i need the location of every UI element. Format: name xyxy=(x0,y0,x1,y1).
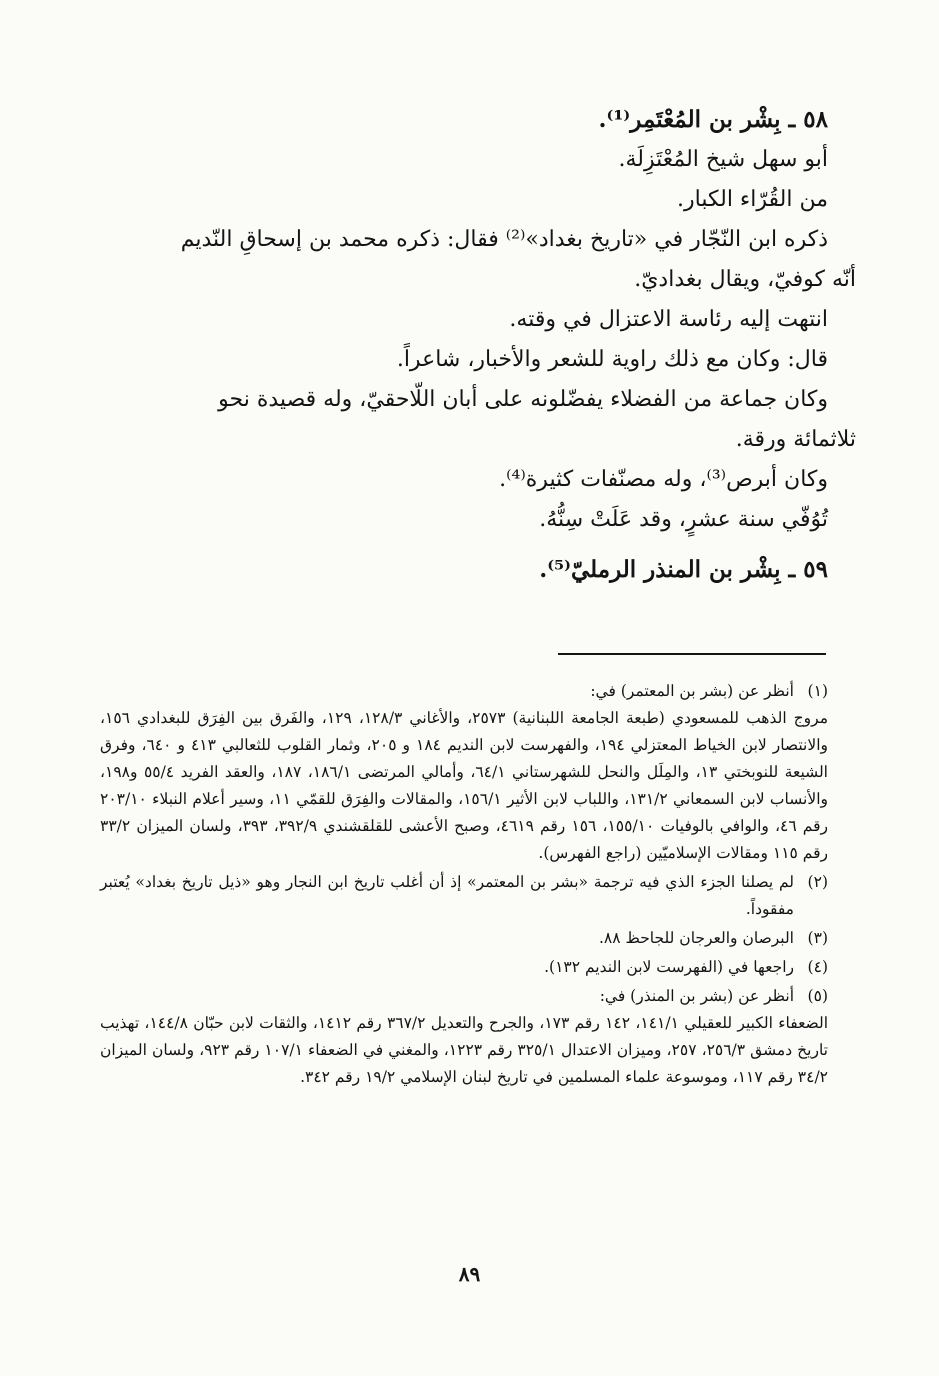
entry-58-heading: ٥٨ ـ بِشْر بن المُعْتَمِر⁽¹⁾. xyxy=(598,106,828,133)
text-line: ثلاثمائة ورقة. xyxy=(735,427,856,452)
footnote xyxy=(100,983,828,1091)
text-line: من القُرّاء الكبار. xyxy=(677,187,828,212)
footnote-first-line: راجعها في (الفهرست لابن النديم ١٣٢). xyxy=(544,958,794,976)
entry-59-heading: ٥٩ ـ بِشْر بن المنذر الرمليّ⁽⁵⁾. xyxy=(539,556,828,583)
footnote-first-line: البرصان والعرجان للجاحظ ٨٨. xyxy=(598,929,794,947)
footnote-number: (٣) xyxy=(807,929,828,947)
footnote-number: (١) xyxy=(807,682,828,700)
text-line: أبو سهل شيخ المُعْتَزِلَة. xyxy=(618,147,828,172)
footnotes xyxy=(100,678,828,1093)
main-text xyxy=(95,100,856,590)
footnote-number: (٤) xyxy=(807,958,828,976)
footnote-body: الضعفاء الكبير للعقيلي ١٤١/١، ١٤٢ رقم ١٧٣، والجرح والتعديل ٣٦٧/٢ رقم ١٤١٢، والثقات لابن حبّان ١٤٤/٨، تهذيب تاريخ دمشق ٢٥٦/٣، ٢٥٧، وميزان الاعتدال ٣٢٥/١ رقم ١٢٢٣، والمغني في الضعفاء ١٠٧/١ رقم ٩٢٣، ولسان الميزان ٣٤/٢ رقم ١١٧، وموسوعة علماء المسلمين في تاريخ لبنان الإسلامي ١٩/٢ رقم ٣٤٢. xyxy=(100,1014,829,1086)
footnote-body: مروج الذهب للمسعودي (طبعة الجامعة اللبنانية) ٢٥٧٣، والأغاني ١٢٨/٣، ١٢٩، والفَرق بين الفِرَق للبغدادي ١٥٦، والانتصار لابن الخياط المعتزلي ١٩٤، والفهرست لابن النديم ١٨٤ و ٢٠٥، وثمار القلوب للثعالبي ٤١٣ و ٦٤٠، وفرق الشيعة للنوبختي ١٣، والمِلَل والنحل للشهرستاني ٦٤/١، وأمالي المرتضى ١٨٦/١، ١٨٧، والعقد الفريد ٥٥/٤ و١٩٨، والأنساب لابن السمعاني ١٣١/٢، واللباب لابن الأثير ١٥٦/١، والمقالات والفِرَق للقمّي ١١، وسير أعلام النبلاء ٢٠٣/١٠ رقم ٤٦، والوافي بالوفيات ١٥٥/١٠، ١٥٦ رقم ٤٦١٩، وصبح الأعشى للقلقشندي ٣٩٢/٩، ٣٩٣، ولسان الميزان ٣٣/٢ رقم ١١٥ ومقالات الإسلاميّين (راجع الفهرس). xyxy=(100,709,829,862)
footnote-separator xyxy=(558,653,826,655)
text-line: أنّه كوفيّ، ويقال بغداديّ. xyxy=(634,267,856,292)
text-line: وكان أبرص⁽³⁾، وله مصنّفات كثيرة⁽⁴⁾. xyxy=(499,467,828,492)
page-number: ٨٩ xyxy=(458,1262,481,1286)
text-line: ذكره ابن النّجّار في «تاريخ بغداد»⁽²⁾ فقال: ذكره محمد بن إسحاقِ النّديم xyxy=(180,227,828,252)
footnote xyxy=(100,954,828,981)
footnote xyxy=(100,869,828,923)
footnote-number: (٥) xyxy=(807,987,828,1005)
text-line: انتهت إليه رئاسة الاعتزال في وقته. xyxy=(509,307,828,332)
footnote-first-line: لم يصلنا الجزء الذي فيه ترجمة «بشر بن المعتمر» إذ أن أغلب تاريخ ابن النجار وهو «ذيل تاريخ بغداد» يُعتبر مفقوداً. xyxy=(100,873,794,918)
footnote xyxy=(100,925,828,952)
footnote-first-line: أنظر عن (بشر بن المعتمر) في: xyxy=(590,682,794,700)
footnote-first-line: أنظر عن (بشر بن المنذر) في: xyxy=(599,987,794,1005)
footnote xyxy=(100,678,828,867)
text-line: قال: وكان مع ذلك راوية للشعر والأخبار، شاعراً. xyxy=(396,347,828,372)
text-line: تُوُفّي سنة عشرٍ، وقد عَلَتْ سِنُّهُ. xyxy=(539,507,828,532)
text-line: وكان جماعة من الفضلاء يفضّلونه على أبان اللّاحقيّ، وله قصيدة نحو xyxy=(218,387,828,412)
footnote-number: (٢) xyxy=(807,873,828,891)
